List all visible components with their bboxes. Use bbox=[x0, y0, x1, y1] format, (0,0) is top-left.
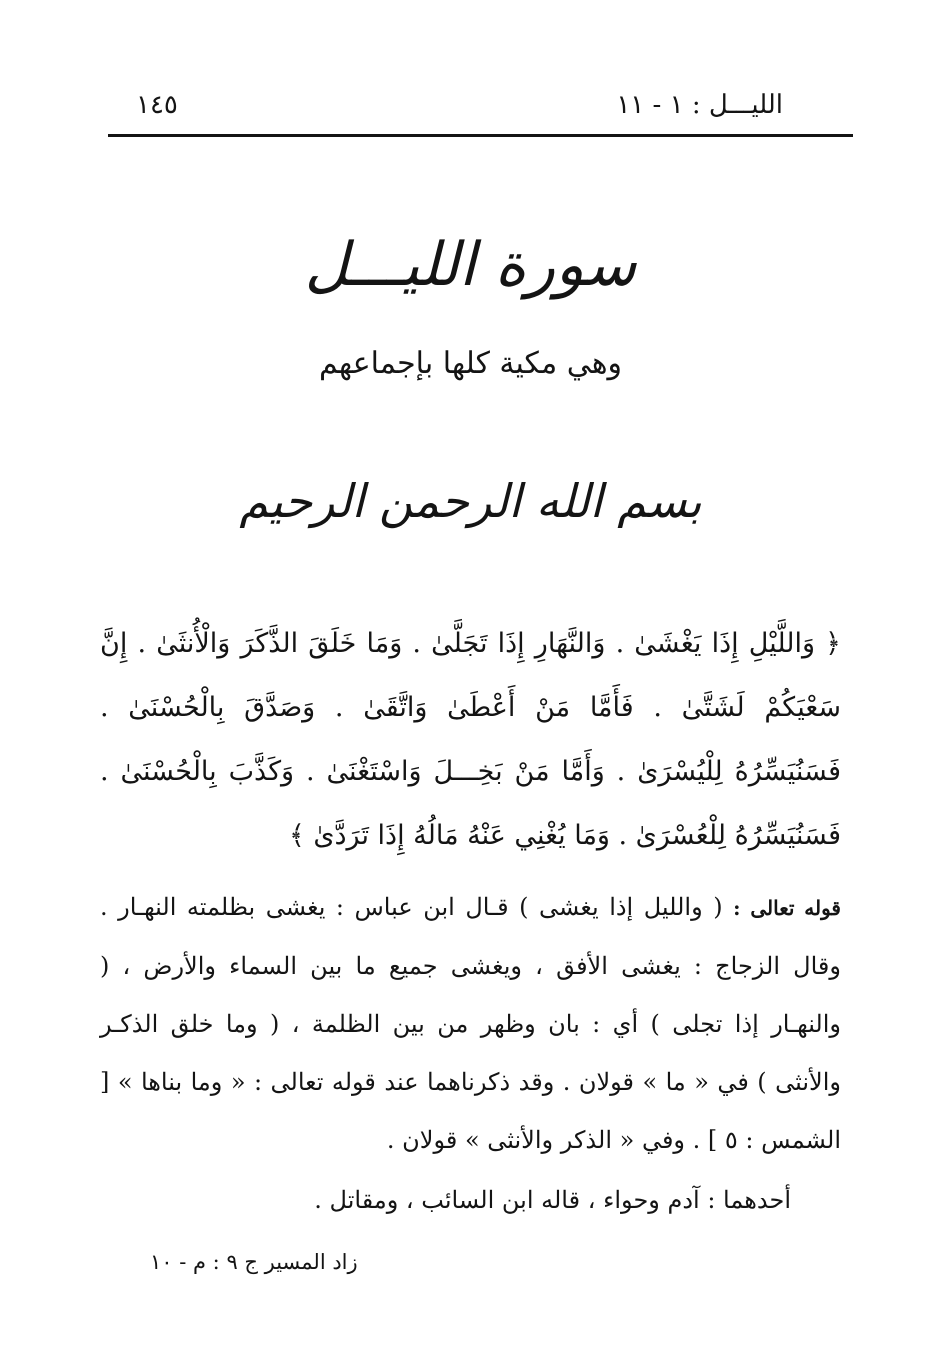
commentary-lead: قوله تعالى : bbox=[733, 896, 841, 920]
surah-title: سورة الليـــل bbox=[304, 230, 637, 300]
commentary-paragraph bbox=[100, 878, 841, 1169]
commentary-paragraph-2: أحدهما : آدم وحواء ، قاله ابن السائب ، ومقاتل . bbox=[314, 1186, 791, 1214]
basmala: بسم الله الرحمن الرحيم bbox=[239, 474, 702, 528]
commentary-text: ( والليل إذا يغشى ) قـال ابن عباس : يغشى بظلمته النهـار . وقال الزجاج : يغشى الأفق ، ويغشى جميع ما بين السماء والأرض ، ( والنهـار إذا تجلى ) أي : بان وظهر من بين الظلمة ، ( وما خلق الذكـر والأنثى ) في « ما » قولان . وقد ذكرناهما عند قوله تعالى : « وما بناها » [ الشمس : ٥ ] . وفي « الذكر والأنثى » قولان . bbox=[100, 893, 841, 1154]
running-header bbox=[108, 88, 853, 128]
signature-mark: زاد المسير ج ٩ : م - ١٠ bbox=[150, 1250, 358, 1274]
page-number: ١٤٥ bbox=[136, 90, 178, 120]
running-title: الليـــل : ١ - ١١ bbox=[616, 90, 783, 120]
surah-subtitle: وهي مكية كلها بإجماعهم bbox=[318, 346, 623, 381]
quran-verses: ﴿ وَاللَّيْلِ إِذَا يَغْشَىٰ . وَالنَّهَارِ إِذَا تَجَلَّىٰ . وَمَا خَلَقَ الذَّكَرَ وَالْأُنثَىٰ . إِنَّ سَعْيَكُمْ لَشَتَّىٰ . فَأَمَّا مَنْ أَعْطَىٰ وَاتَّقَىٰ . وَصَدَّقَ بِالْحُسْنَىٰ . فَسَنُيَسِّرُهُ لِلْيُسْرَىٰ . وَأَمَّا مَنْ بَخِـــلَ وَاسْتَغْنَىٰ . وَكَذَّبَ بِالْحُسْنَىٰ . فَسَنُيَسِّرُهُ لِلْعُسْرَىٰ . وَمَا يُغْنِي عَنْهُ مَالُهُ إِذَا تَرَدَّىٰ ﴾ bbox=[100, 628, 841, 851]
header-rule bbox=[108, 134, 853, 137]
